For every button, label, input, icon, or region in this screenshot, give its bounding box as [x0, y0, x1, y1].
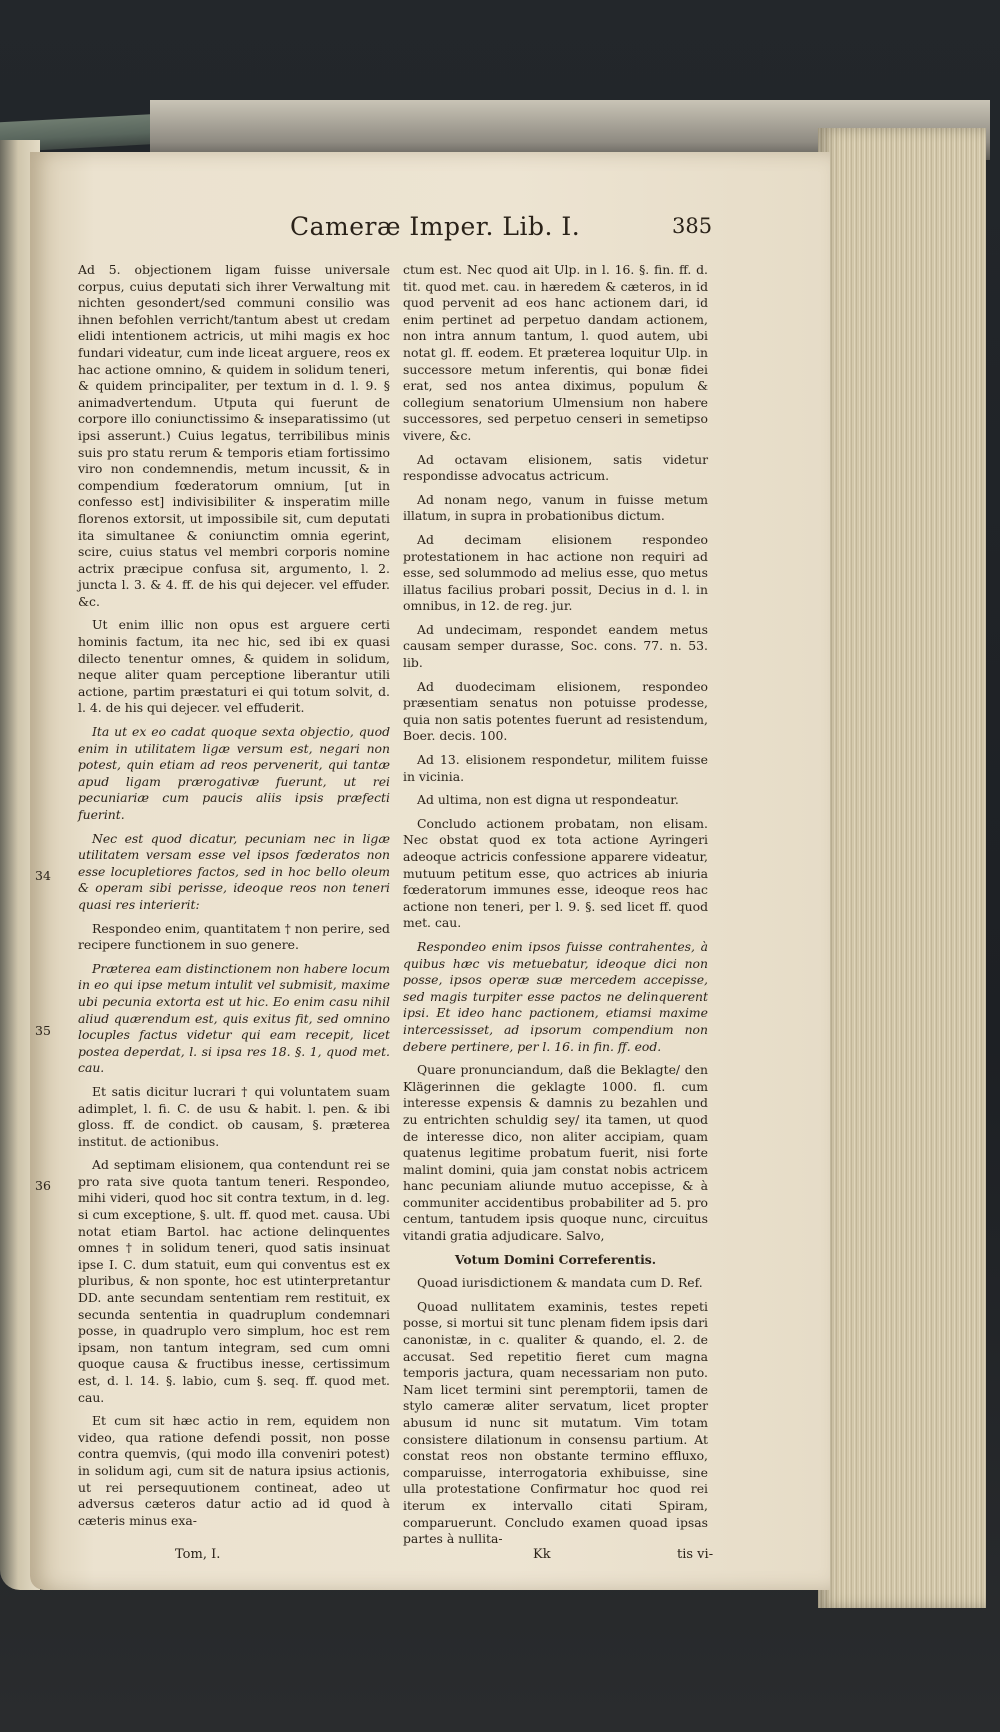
paragraph: Et satis dicitur lucrari † qui voluntatem suam adimplet, l. fi. C. de usu & habit. l. pen. & ibi gloss. ff. de condict. ob causam, §. præterea institut. de actionibus.	[78, 1083, 390, 1149]
page-edges	[818, 128, 986, 1608]
paragraph: Nec est quod dicatur, pecuniam nec in ligæ utilitatem versam esse vel ipsos fœderatos non esse locupletiores factos, sed in hoc bello oleum & operam sibi perisse, ideoque reos non teneri quasi res interierit:	[78, 830, 390, 912]
paragraph: Respondeo enim ipsos fuisse contrahentes, à quibus hæc vis metuebatur, ideoque dici non posse, ipsos operæ suæ mercedem accepisse, sed magis turpiter esse pactos ne delinquerent ipsi. Et ideo hanc pactionem, etiamsi maxime intercessisset, ad ipsorum compendium non debere pertinere, per l. 16. in fin. ff. eod.	[403, 938, 708, 1054]
margin-number: 35	[35, 1023, 51, 1038]
paragraph: Respondeo enim, quantitatem † non perire, sed recipere functionem in suo genere.	[78, 920, 390, 953]
margin-number: 36	[35, 1178, 51, 1193]
paragraph: Ad nonam nego, vanum in fuisse metum illatum, in supra in probationibus dictum.	[403, 491, 708, 524]
paragraph: Et cum sit hæc actio in rem, equidem non video, qua ratione defendi possit, non posse contra quemvis, (qui modo illa conveniri potest) in solidum agi, cum sit de natura ipsius actionis, ut rei persequutionem contineat, adeo ut adversus cæteros datur actio ad id quod à cæteris minus exa-	[78, 1413, 390, 1528]
section-heading: Votum Domini Correferentis.	[454, 1251, 657, 1267]
paragraph: Præterea eam distinctionem non habere locum in eo qui ipse metum intulit vel submisit, maxime ubi pecunia extorta est ut hic. Eo enim casu nihil aliud quærendum est, quis exitus fit, sed omnino locuples factus videtur qui eam recepit, licet postea deperdat, l. si ipsa res 18. §. 1, quod met. cau.	[78, 960, 390, 1076]
paragraph: Quare pronunciandum, daß die Beklagte/ den Klägerinnen die geklagte 1000. fl. cum interesse expensis & damnis zu bezahlen und zu entrichten schuldig sey/ ita tamen, ut quod de interesse dico, non aliter accipiam, quam quatenus legitime probatum fuerit, nisi forte malint domini, quia jam constat nobis actricem hanc pecuniam aliunde mutuo accepisse, & à communiter accidentibus probabiliter ad 5. pro centum, tantudem ipsis quoque nunc, circuitus vitandi gratia adjudicare. Salvo,	[403, 1062, 708, 1244]
paragraph: Ad duodecimam elisionem, respondeo præsentiam senatus non potuisse prodesse, quia non satis potentes fuerunt ad resistendum, Boer. decis. 100.	[403, 678, 708, 744]
paragraph: Ad undecimam, respondet eandem metus causam semper durasse, Soc. cons. 77. n. 53. lib.	[403, 621, 708, 671]
left-text-column	[78, 262, 390, 1536]
paragraph: Ad 13. elisionem respondetur, militem fuisse in vicinia.	[403, 752, 708, 784]
paragraph: ctum est. Nec quod ait Ulp. in l. 16. §. fin. ff. d. tit. quod met. cau. in hæredem & cæteros, in id quod pervenit ad eos hanc actionem dari, id enim pertinet ad perpetuo dandam actionem, non intra annum tantum, l. quod autem, ubi notat gl. ff. eodem. Et præterea loquitur Ulp. in successore metum inferentis, qui bonæ fidei erat, sed nos antea diximus, populum & collegium senatorium Ulmensium non habere successores, sed perpetuo censeri in semetipso vivere, &c.	[403, 262, 708, 443]
paragraph: Ad 5. objectionem ligam fuisse universale corpus, cuius deputati sich ihrer Verwaltung mit nichten gesondert/sed communi consilio was ihnen befohlen verricht/tantum abest ut credam elidi intentionem actricis, ut mihi magis ex hoc fundari videatur, cum inde liceat arguere, reos ex hac actione omnino, & quidem in solidum teneri, & quidem principaliter, per textum in d. l. 9. § animadvertendum. Utputa qui fuerunt de corpore illo coniunctissimo & inseparatissimo (ut ipsi asserunt.) Cuius legatus, terribilibus minis suis pro statu rerum & temporis etiam fortissimo viro non condemnendis, metum incussit, & in compendium fœderatorum omnium, [ut in confesso est] indivisibiliter & insperatim mille florenos extorsit, ut impossibile sit, cum deputati ita simultanee & coniunctim omnia egerint, scire, cuius status vel membri corporis nomine actrix præcipue confusa sit, argumento, l. 2. juncta l. 3. & 4. ff. de his qui dejecer. vel effuder. &c.	[78, 262, 390, 609]
right-text-column	[403, 262, 708, 1555]
page-number: 385	[672, 214, 713, 238]
running-header-title: Cameræ Imper. Lib. I.	[290, 212, 581, 241]
paragraph: Ad ultima, non est digna ut respondeatur.	[417, 792, 679, 808]
paragraph: Ad octavam elisionem, satis videtur respondisse advocatus actricum.	[403, 451, 708, 484]
paragraph: Ad decimam elisionem respondeo protestationem in hac actione non requiri ad esse, sed solummodo ad melius esse, quo metus illatus facilius probari possit, Decius in d. l. in omnibus, in 12. de reg. jur.	[403, 531, 708, 614]
catchword: tis vi-	[677, 1547, 714, 1562]
paragraph: Ita ut ex eo cadat quoque sexta objectio, quod enim in utilitatem ligæ versum est, negari non potest, quin etiam ad reos pervenerit, qui tantæ apud ligam prærogativæ fuerunt, ut rei pecuniariæ cum paucis aliis ipsis præfecti fuerint.	[78, 724, 390, 822]
paragraph: Quoad iurisdictionem & mandata cum D. Ref.	[417, 1275, 703, 1291]
volume-footer: Tom, I.	[175, 1547, 221, 1562]
paragraph: Concludo actionem probatam, non elisam. Nec obstat quod ex tota actione Ayringeri adeoque actricis confessione apparere videatur, mutuum petitum esse, quo actrices ab iniuria fœderatorum immunes esse, ideoque reos hac actione non teneri, per l. 9. §. sed licet ff. quod met. cau.	[403, 815, 708, 931]
signature-mark: Kk	[533, 1547, 551, 1562]
margin-number: 34	[35, 868, 51, 883]
paragraph: Ad septimam elisionem, qua contendunt rei se pro rata sive quota tantum teneri. Respondeo, mihi videri, quod hoc sit contra textum, in d. leg. si cum exceptione, §. ult. ff. quod met. causa. Ubi notat etiam Bartol. hac actione delinquentes omnes † in solidum teneri, quod satis insinuat ipse I. C. dum statuit, eum qui conventus est ex pluribus, & non sponte, hoc est utinterpretantur DD. ante secundam sententiam rem restituit, ex secunda sententia in quadruplum condemnari posse, in quadruplo vero simplum, hoc est rem ipsam, non tantum integram, sed cum omni quoque causa & fructibus inesse, certissimum est, d. l. 14. §. labio, cum §. seq. ff. quod met. cau.	[78, 1157, 390, 1405]
paragraph: Ut enim illic non opus est arguere certi hominis factum, ita nec hic, sed ibi ex quasi dilecto tenentur omnes, & quidem in solidum, neque aliter quam perceptione liberantur utili actione, partim præstaturi ei qui totum solvit, d. l. 4. de his qui dejecer. vel effuderit.	[78, 617, 390, 716]
paragraph: Quoad nullitatem examinis, testes repeti posse, si mortui sit tunc plenam fidem ipsis dari canonistæ, in c. qualiter & quando, el. 2. de accusat. Sed repetitio fieret cum magna temporis jactura, quam necessariam non puto. Nam licet termini sint peremptorii, tamen de stylo cameræ aliter servatum, licet propter abusum id nunc sit mutatum. Vim totam consistere dilationum in consensu partium. At constat reos non obstante termino effluxo, comparuisse, interrogatoria exhibuisse, sine ulla protestatione Confirmatur hoc quod rei iterum ex intervallo citati Spiram, comparuerunt. Concludo examen quoad ipsas partes à nullita-	[403, 1298, 708, 1547]
